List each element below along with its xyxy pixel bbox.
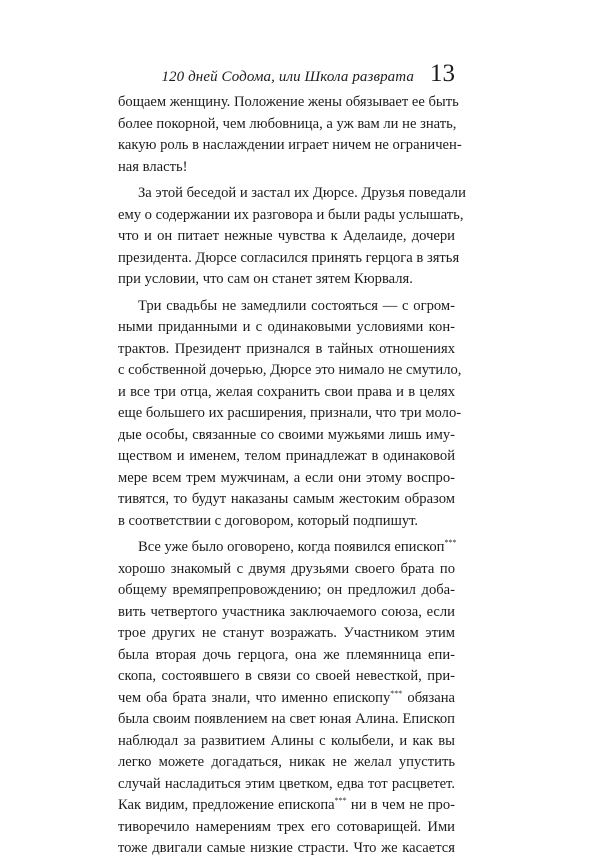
text-line xyxy=(118,382,455,404)
text-line xyxy=(118,817,455,839)
line-text: хорошо знакомый с двумя друзьями своего брата по xyxy=(118,560,455,577)
line-text: ему о содержании их разговора и были рады услышать, xyxy=(118,206,464,223)
text-line xyxy=(118,226,455,248)
text-line xyxy=(118,645,455,667)
body-text xyxy=(118,92,466,860)
line-text: более покорной, чем любовница, а уж вам ли не знать, xyxy=(118,115,457,132)
line-text: ными приданными и с одинаковыми условиями кон- xyxy=(118,319,455,335)
text-line xyxy=(118,489,455,511)
line-text: чем оба брата знали, что именно епископу xyxy=(118,689,391,706)
text-line xyxy=(118,114,455,136)
text-line xyxy=(118,135,462,157)
line-text: трое других не станут возражать. Участником этим xyxy=(118,625,455,641)
page-number: 13 xyxy=(430,60,455,87)
line-text: была вторая дочь герцога, она же племянница епи- xyxy=(118,646,455,663)
line-text: легко можете догадаться, никак не желал упустить xyxy=(118,754,455,770)
line-text: дые особы, связанные со своими мужьями лишь иму- xyxy=(118,426,455,443)
text-line xyxy=(118,580,455,602)
text-line xyxy=(118,157,455,179)
text-line xyxy=(118,425,455,447)
paragraph xyxy=(118,296,462,533)
line-text: тоже двигали самые низкие страсти. Что же касается xyxy=(118,840,455,856)
text-line xyxy=(118,602,455,624)
line-text: общему времяпрепровождению; он предложил доба- xyxy=(118,582,455,598)
line-text: трактов. Президент признался в тайных отношениях xyxy=(118,340,455,357)
text-line xyxy=(118,795,455,817)
text-line xyxy=(118,183,466,205)
line-text: ная власть! xyxy=(118,158,188,175)
line-text: тивятся, то будут наказаны самым жестоким образом xyxy=(118,491,455,507)
text-line xyxy=(118,752,455,774)
text-line xyxy=(118,446,455,468)
text-line xyxy=(118,403,462,425)
text-line xyxy=(118,623,455,645)
text-line xyxy=(118,688,455,710)
text-line xyxy=(118,537,455,559)
text-line xyxy=(118,666,455,688)
text-line xyxy=(118,360,462,382)
line-text: скопа, состоявшего в связи со своей невесткой, при- xyxy=(118,668,455,684)
line-text: ществом и именем, телом принадлежат в одинаковой xyxy=(118,448,455,464)
line-text: Три свадьбы не замедлили состояться — с огром- xyxy=(138,297,455,314)
text-line xyxy=(118,731,455,753)
text-line xyxy=(118,468,455,490)
line-text: и все три отца, желая сохранить свои права и в целях xyxy=(118,383,455,400)
line-text: президента. Дюрсе согласился принять герцога в зятья xyxy=(118,249,460,266)
line-text: Как видим, предложение епископа xyxy=(118,797,335,813)
line-text: бощаем женщину. Положение жены обязывает ее быть xyxy=(118,94,459,110)
footnote-mark: *** xyxy=(390,688,403,698)
line-text: что и он питает нежные чувства к Аделаиде, дочери xyxy=(118,228,455,244)
line-text: мере всем трем мужчинам, а если они этому воспро- xyxy=(118,469,455,486)
line-text: в соответствии с договором, который подпишут. xyxy=(118,512,419,529)
line-text: была своим появлением на свет юная Алина. Епископ xyxy=(118,711,455,727)
text-line xyxy=(118,339,455,361)
line-text: За этой беседой и застал их Дюрсе. Друзья поведали xyxy=(138,185,466,201)
footnote-mark: *** xyxy=(334,796,347,805)
text-line xyxy=(118,559,455,581)
text-line xyxy=(118,838,455,860)
line-text: какую роль в наслаждении играет ничем не ограничен- xyxy=(118,137,462,153)
text-line xyxy=(118,296,455,318)
book-title: 120 дней Содома, или Школа разврата xyxy=(161,69,414,85)
text-line xyxy=(118,248,460,270)
line-text: наблюдал за развитием Алины с колыбели, и как вы xyxy=(118,732,455,749)
footnote-mark: *** xyxy=(444,538,457,547)
text-line xyxy=(118,709,455,731)
paragraph xyxy=(118,183,466,291)
text-line xyxy=(118,269,455,291)
line-text: тиворечило намерениям трех его сотоварищей. Ими xyxy=(118,818,455,835)
line-text: при условии, что сам он станет зятем Кюрваля. xyxy=(118,271,413,287)
line-text-tail: обязана xyxy=(402,689,455,706)
line-text: еще большего их расширения, признали, что три моло- xyxy=(118,405,462,421)
text-line xyxy=(118,774,455,796)
line-text: Все уже было оговорено, когда появился епископ xyxy=(138,539,445,555)
line-text: случай насладиться этим цветком, едва тот расцветет. xyxy=(118,775,455,792)
line-text-tail: ни в чем не про- xyxy=(346,797,455,813)
text-line xyxy=(118,205,464,227)
text-line xyxy=(118,511,455,533)
line-text: вить четвертого участника заключаемого союза, если xyxy=(118,603,455,620)
paragraph xyxy=(118,537,455,860)
running-head xyxy=(118,61,455,91)
line-text: с собственной дочерью, Дюрсе это нимало не смутило, xyxy=(118,362,462,378)
text-line xyxy=(118,92,459,114)
text-line xyxy=(118,317,455,339)
paragraph xyxy=(118,92,462,178)
